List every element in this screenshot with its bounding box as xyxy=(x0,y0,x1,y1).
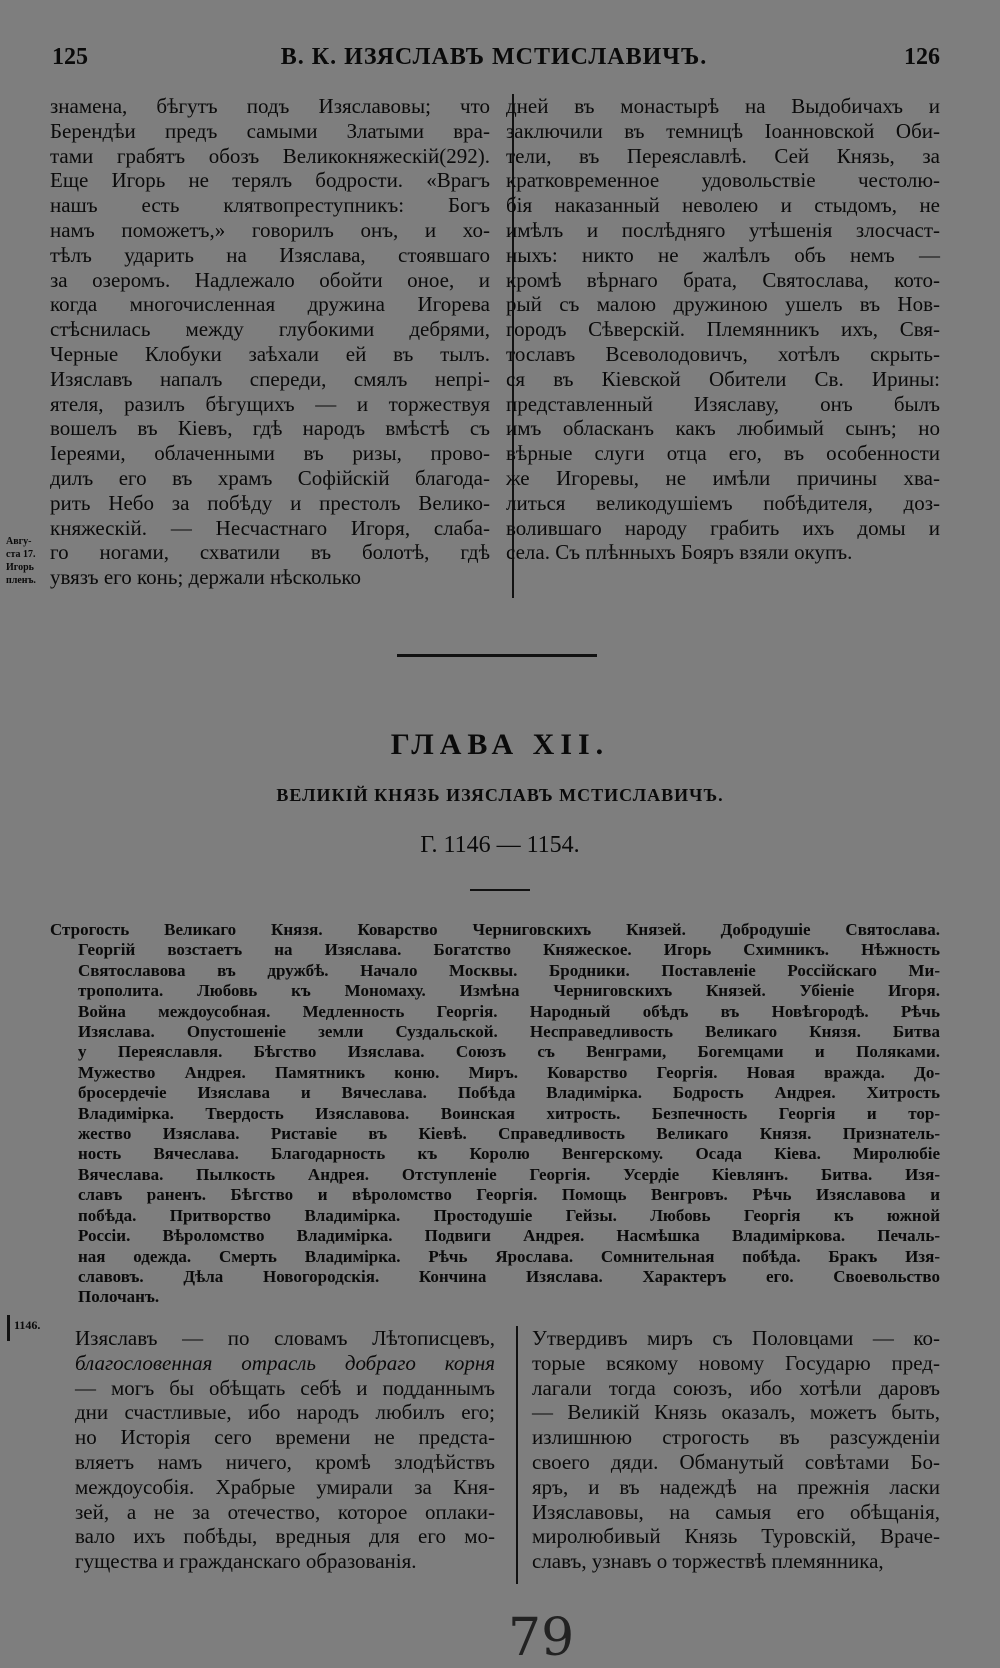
margin-note xyxy=(6,535,44,587)
text-line: ятеля, разилъ бѣгущихъ — и торжествуя xyxy=(50,391,490,416)
bottom-right-column xyxy=(532,1326,940,1574)
summary-line: у Переяславля. Бѣгство Изяслава. Союзъ съ Венграми, Богемцами и Поляками. xyxy=(78,1042,940,1062)
text-line: Черные Клобуки заѣхали ей въ тылъ. xyxy=(50,341,490,366)
chapter-title: ГЛАВА XII. xyxy=(390,728,610,761)
summary-line: Владимірка. Твердость Изяславова. Воинская хитрость. Безпечность Георгія и тор- xyxy=(78,1103,940,1123)
text-line: литься великодушіемъ побѣдителя, доз- xyxy=(506,490,940,515)
text-line: рить Небо за побѣду и престолъ Велико- xyxy=(50,490,490,515)
margin-note-line: Авгу- xyxy=(6,536,32,547)
text-line: Берендѣи предъ самыми Златыми вра- xyxy=(50,118,490,143)
text-line: когда многочисленная дружина Игорева xyxy=(50,292,490,317)
text-line: Утвердивъ миръ съ Половцами — ко- xyxy=(532,1326,940,1350)
text-line: знамена, бѣгутъ подъ Изяславовы; что xyxy=(50,94,490,118)
column-divider-bottom xyxy=(516,1326,518,1584)
margin-note-line: ста 17. xyxy=(6,549,36,560)
text-line: своего дяди. Обманутый совѣтами Бо- xyxy=(532,1449,940,1474)
section-rule xyxy=(397,654,597,657)
summary-line: Война междоусобная. Медленность Георгія. Народный обѣдъ въ Новѣгородѣ. Рѣчь xyxy=(78,1001,940,1021)
summary-line: Вячеслава. Пылкость Андрея. Отступленіе Георгія. Усердіе Кіевлянъ. Битва. Изя- xyxy=(78,1164,940,1184)
text-line: гущества и гражданскаго образованія. xyxy=(75,1549,417,1574)
text-line: зей, а не за отечество, которое оплаки- xyxy=(75,1499,495,1524)
chapter-summary xyxy=(50,920,940,1308)
text-line: нашъ есть клятвопреступникъ: Богъ xyxy=(50,193,490,218)
text-line: тѣлъ ударить на Изяслава, стоявшаго xyxy=(50,242,490,267)
text-line: волившаго народу грабить ихъ домы и xyxy=(506,515,940,540)
text-line: — Великій Князь оказалъ, можетъ быть, xyxy=(532,1400,940,1425)
summary-line: Мужество Андрея. Памятникъ коню. Миръ. Коварство Георгія. Новая вражда. До- xyxy=(78,1062,940,1082)
text-line: намъ поможетъ,» говорилъ онъ, и хо- xyxy=(50,217,490,242)
bottom-left-column xyxy=(75,1326,495,1574)
summary-line: ность Вячеслава. Благодарность къ Королю Венгерскому. Осада Кіева. Миролюбіе xyxy=(78,1144,940,1164)
text-line: междоусобія. Храбрые умирали за Кня- xyxy=(75,1474,495,1499)
running-header xyxy=(48,44,940,78)
year-mark-bar xyxy=(7,1315,10,1341)
text-line: тославъ Всеволодовичъ, хотѣлъ скрыть- xyxy=(506,341,940,366)
chapter-years: Г. 1146 — 1154. xyxy=(420,832,580,858)
text-line: лагали тогда союзъ, ибо хотѣли даровъ xyxy=(532,1375,940,1400)
text-line: представленный Изяславу, онъ былъ xyxy=(506,391,940,416)
text-line: имъ обласканъ какъ любимый сынъ; но xyxy=(506,416,940,441)
summary-line: Строгость Великаго Князя. Коварство Черниговскихъ Князей. Добродушіе Святослава. xyxy=(50,920,940,939)
text-line: дни счастливые, ибо народъ любилъ его; xyxy=(75,1400,495,1425)
text-line: ся въ Кіевской Обители Св. Ирины: xyxy=(506,366,940,391)
text-line: излишнюю строгость въ разсужденіи xyxy=(532,1425,940,1450)
text-line: кромѣ вѣрнаго брата, Святослава, кото- xyxy=(506,267,940,292)
text-line: рый съ малою дружиною ушелъ въ Нов- xyxy=(506,292,940,317)
text-line: ныхъ: никто не жалѣлъ объ немъ — xyxy=(506,242,940,267)
chapter-subtitle: ВЕЛИКІЙ КНЯЗЬ ИЗЯСЛАВЪ МСТИСЛАВИЧЪ. xyxy=(276,785,724,805)
text-line: за озеромъ. Надлежало обойти оное, и xyxy=(50,267,490,292)
summary-line: трополита. Любовь къ Мономаху. Измѣна Черниговскихъ Князей. Убіеніе Игоря. xyxy=(78,981,940,1001)
text-line: бія наказанный неволею и стыдомъ, не xyxy=(506,193,940,218)
text-line: тами грабятъ обозъ Великокняжескій(292). xyxy=(50,143,490,168)
text-line: Изяславовы, на самыя его обѣщанія, xyxy=(532,1499,940,1524)
text-line: села. Съ плѣнныхъ Бояръ взяли окупъ. xyxy=(506,540,853,565)
page-number-left: 125 xyxy=(52,44,88,70)
text-line: дней въ монастырѣ на Выдобичахъ и xyxy=(506,94,940,118)
text-line: Изяславъ напалъ спереди, смялъ непрі- xyxy=(50,366,490,391)
text-line: вошелъ въ Кіевъ, гдѣ народъ вмѣстѣ съ xyxy=(50,416,490,441)
text-line: тели, въ Переяславлѣ. Сей Князь, за xyxy=(506,143,940,168)
text-line: миролюбивый Князь Туровскій, Враче- xyxy=(532,1524,940,1549)
text-line: благословенная отрасль добраго корня xyxy=(75,1350,495,1375)
text-line: но Исторія сего времени не предста- xyxy=(75,1425,495,1450)
text-line: Іереями, облаченными въ ризы, прово- xyxy=(50,441,490,466)
summary-line: побѣда. Притворство Владимірка. Простодушіе Гейзы. Любовь Георгія къ южной xyxy=(78,1205,940,1225)
margin-note-line: Игорь xyxy=(6,562,34,573)
summary-line: славовъ. Дѣла Новогородскія. Кончина Изяслава. Характеръ его. Своевольство xyxy=(78,1266,940,1286)
text-line: Изяславъ — по словамъ Лѣтописцевъ, xyxy=(75,1326,495,1350)
text-line: вѣрные слуги отца его, въ особенности xyxy=(506,441,940,466)
summary-line: славъ раненъ. Бѣгство и вѣроломство Георгія. Помощь Венгровъ. Рѣчь Изяславова и xyxy=(78,1185,940,1205)
text-line: го ногами, схватили въ болотѣ, гдѣ xyxy=(50,540,490,565)
top-right-column xyxy=(506,94,940,565)
top-left-column xyxy=(50,94,490,590)
text-line: городъ Сѣверскій. Племянникъ ихъ, Свя- xyxy=(506,317,940,342)
summary-line: Изяслава. Опустошеніе земли Суздальской. Несправедливость Великаго Князя. Битва xyxy=(78,1022,940,1042)
summary-line: Полочанъ. xyxy=(78,1287,160,1307)
text-line: яръ, и въ надеждѣ на прежнія ласки xyxy=(532,1474,940,1499)
running-title: В. К. ИЗЯСЛАВЪ МСТИСЛАВИЧЪ. xyxy=(280,44,708,70)
text-line: княжескій. — Несчастнаго Игоря, слаба- xyxy=(50,515,490,540)
summary-line: Георгій возстаетъ на Изяслава. Богатство Княжеское. Игорь Схимникъ. Нѣжность xyxy=(78,940,940,960)
chapter-rule xyxy=(470,889,530,891)
summary-line: Россіи. Вѣроломство Владимірка. Подвиги Андрея. Насмѣшка Владиміркова. Печаль- xyxy=(78,1226,940,1246)
text-line: заключили въ темницѣ Іоанновской Оби- xyxy=(506,118,940,143)
summary-line: жество Изяслава. Риставіе въ Кіевѣ. Справедливость Великаго Князя. Признатель- xyxy=(78,1124,940,1144)
summary-line: ная одежда. Смерть Владимірка. Рѣчь Ярослава. Сомнительная побѣда. Бракъ Изя- xyxy=(78,1246,940,1266)
text-line: вало ихъ побѣды, вредныя для его мо- xyxy=(75,1524,495,1549)
text-line: дилъ его въ храмъ Софійскій благода- xyxy=(50,465,490,490)
text-line: Еще Игорь не терялъ бодрости. «Врагъ xyxy=(50,168,490,193)
summary-line: бросердечіе Изяслава и Вячеслава. Побѣда Владимірка. Бодрость Андрея. Хитрость xyxy=(78,1083,940,1103)
margin-note-line: пленъ. xyxy=(6,575,36,586)
text-line: вляетъ намъ ничего, кромѣ злодѣйствъ xyxy=(75,1449,495,1474)
text-line: имѣлъ и послѣдняго утѣшенія злосчаст- xyxy=(506,217,940,242)
text-line: увязъ его конь; держали нѣсколько xyxy=(50,565,362,590)
page-number-right: 126 xyxy=(904,44,940,70)
text-line: кратковременное удовольствіе честолю- xyxy=(506,168,940,193)
text-line: стѣснилась между глубокими дебрями, xyxy=(50,317,490,342)
text-line: — могъ бы обѣщать себѣ и подданнымъ xyxy=(75,1375,495,1400)
folio-number: 79 xyxy=(508,1608,575,1668)
summary-line: Святославова въ дружбѣ. Начало Москвы. Бродники. Поставленіе Россійскаго Ми- xyxy=(78,960,940,980)
text-line: славъ, узнавъ о торжествѣ племянника, xyxy=(532,1549,884,1574)
year-mark: 1146. xyxy=(14,1318,41,1332)
text-line: же Игоревы, не имѣли причины хва- xyxy=(506,465,940,490)
text-line: торые всякому новому Государю пред- xyxy=(532,1350,940,1375)
